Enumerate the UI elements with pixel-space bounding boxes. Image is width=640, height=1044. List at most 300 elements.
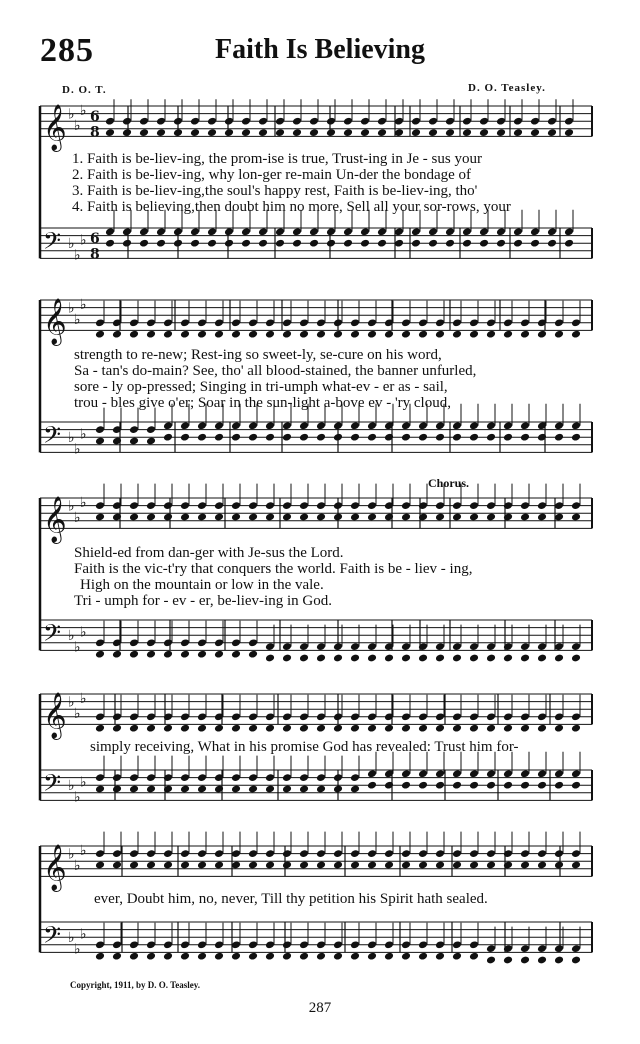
note-head bbox=[401, 654, 411, 663]
note-head bbox=[401, 781, 411, 790]
bass-clef-icon: 𝄢 bbox=[43, 920, 62, 954]
flat-icon: ♭ bbox=[74, 706, 81, 722]
note-head bbox=[129, 330, 139, 339]
note-head bbox=[316, 952, 326, 961]
note-head bbox=[384, 724, 394, 733]
note-head bbox=[571, 781, 581, 790]
note-head bbox=[496, 239, 506, 248]
lyric-line: Tri - umph for - ev - er, be-liev-ing in God. bbox=[74, 593, 332, 609]
note-head bbox=[418, 781, 428, 790]
note-head bbox=[333, 513, 343, 522]
flat-icon: ♭ bbox=[80, 426, 87, 443]
bass-clef-icon: 𝄢 bbox=[43, 420, 62, 454]
note-head bbox=[571, 654, 581, 663]
note-head bbox=[163, 433, 173, 442]
note-head bbox=[146, 513, 156, 522]
note-head bbox=[452, 330, 462, 339]
note-head bbox=[207, 239, 217, 248]
note-head bbox=[452, 952, 462, 961]
note-head bbox=[469, 513, 479, 522]
note-head bbox=[537, 513, 547, 522]
note-head bbox=[333, 724, 343, 733]
note-head bbox=[486, 861, 496, 870]
note-head bbox=[190, 128, 200, 137]
note-head bbox=[316, 654, 326, 663]
note-head bbox=[554, 781, 564, 790]
note-head bbox=[190, 239, 200, 248]
lyric-line: sore - ly op-pressed; Singing in tri-umph what-ev - er as - sail, bbox=[74, 379, 448, 395]
lyric-line: strength to re-new; Rest-ing so sweet-ly, se-cure on his word, bbox=[74, 347, 442, 363]
lyric-line: 3. Faith is be-liev-ing,the soul's happy rest, Faith is be-liev-ing, tho' bbox=[72, 183, 478, 199]
note-head bbox=[469, 861, 479, 870]
note-head bbox=[163, 724, 173, 733]
note-head bbox=[571, 513, 581, 522]
flat-icon: ♭ bbox=[68, 236, 75, 253]
note-head bbox=[554, 956, 564, 965]
note-head bbox=[258, 128, 268, 137]
note-head bbox=[197, 433, 207, 442]
note-head bbox=[350, 330, 360, 339]
note-head bbox=[282, 433, 292, 442]
note-head bbox=[435, 433, 445, 442]
note-head bbox=[248, 785, 258, 794]
note-head bbox=[248, 861, 258, 870]
music-credit: D. O. Teasley. bbox=[468, 82, 546, 94]
note-head bbox=[95, 513, 105, 522]
lyric-line: simply receiving, What in his promise God has revealed: Trust him for- bbox=[90, 739, 519, 755]
note-head bbox=[248, 952, 258, 961]
note-head bbox=[503, 654, 513, 663]
note-head bbox=[469, 781, 479, 790]
note-head bbox=[197, 650, 207, 659]
note-head bbox=[265, 330, 275, 339]
note-head bbox=[367, 861, 377, 870]
note-head bbox=[350, 861, 360, 870]
note-head bbox=[248, 330, 258, 339]
note-head bbox=[299, 785, 309, 794]
note-head bbox=[571, 861, 581, 870]
note-head bbox=[367, 781, 377, 790]
note-head bbox=[163, 330, 173, 339]
note-head bbox=[95, 785, 105, 794]
note-head bbox=[537, 330, 547, 339]
treble-clef-icon: 𝄞 bbox=[43, 298, 67, 345]
note-head bbox=[197, 952, 207, 961]
note-head bbox=[299, 724, 309, 733]
note-head bbox=[275, 128, 285, 137]
note-head bbox=[231, 724, 241, 733]
note-head bbox=[350, 513, 360, 522]
flat-icon: ♭ bbox=[80, 232, 87, 249]
note-head bbox=[146, 724, 156, 733]
hymn-title: Faith Is Believing bbox=[214, 34, 425, 65]
note-head bbox=[333, 654, 343, 663]
flat-icon: ♭ bbox=[80, 926, 87, 943]
note-head bbox=[496, 128, 506, 137]
note-head bbox=[486, 513, 496, 522]
note-head bbox=[435, 513, 445, 522]
note-head bbox=[265, 513, 275, 522]
note-head bbox=[435, 724, 445, 733]
note-head bbox=[214, 952, 224, 961]
flat-icon: ♭ bbox=[80, 774, 87, 791]
note-head bbox=[333, 952, 343, 961]
lyric-line: 4. Faith is believing,then doubt him no more, Sell all your sor-rows, your bbox=[72, 199, 511, 215]
note-head bbox=[530, 128, 540, 137]
note-head bbox=[333, 861, 343, 870]
note-head bbox=[554, 433, 564, 442]
note-head bbox=[112, 650, 122, 659]
note-head bbox=[571, 724, 581, 733]
note-head bbox=[112, 861, 122, 870]
note-head bbox=[503, 956, 513, 965]
note-head bbox=[520, 433, 530, 442]
flat-icon: ♭ bbox=[68, 300, 75, 317]
note-head bbox=[214, 513, 224, 522]
flat-icon: ♭ bbox=[74, 789, 81, 806]
note-head bbox=[554, 724, 564, 733]
flat-icon: ♭ bbox=[68, 846, 75, 863]
note-head bbox=[530, 239, 540, 248]
note-head bbox=[282, 724, 292, 733]
note-head bbox=[571, 330, 581, 339]
note-head bbox=[479, 239, 489, 248]
note-head bbox=[231, 952, 241, 961]
note-head bbox=[197, 513, 207, 522]
note-head bbox=[241, 128, 251, 137]
note-head bbox=[452, 781, 462, 790]
note-head bbox=[197, 330, 207, 339]
note-head bbox=[180, 952, 190, 961]
note-head bbox=[180, 433, 190, 442]
note-head bbox=[350, 724, 360, 733]
note-head bbox=[479, 128, 489, 137]
time-signature-top: 6 bbox=[90, 109, 100, 126]
note-head bbox=[564, 128, 574, 137]
note-head bbox=[401, 330, 411, 339]
note-head bbox=[377, 128, 387, 137]
note-head bbox=[486, 330, 496, 339]
note-head bbox=[248, 650, 258, 659]
note-head bbox=[129, 861, 139, 870]
note-head bbox=[411, 128, 421, 137]
flat-icon: ♭ bbox=[80, 296, 87, 313]
note-head bbox=[452, 433, 462, 442]
flat-icon: ♭ bbox=[80, 624, 87, 641]
note-head bbox=[173, 239, 183, 248]
note-head bbox=[95, 437, 105, 446]
note-head bbox=[350, 433, 360, 442]
note-head bbox=[520, 781, 530, 790]
flat-icon: ♭ bbox=[80, 102, 87, 119]
flat-icon: ♭ bbox=[68, 694, 75, 711]
note-head bbox=[129, 650, 139, 659]
note-head bbox=[299, 513, 309, 522]
copyright-notice: Copyright, 1911, by D. O. Teasley. bbox=[70, 980, 201, 990]
note-head bbox=[156, 239, 166, 248]
note-head bbox=[418, 724, 428, 733]
flat-icon: ♭ bbox=[74, 639, 81, 656]
note-head bbox=[564, 239, 574, 248]
note-head bbox=[418, 952, 428, 961]
lyric-line: Shield-ed from dan-ger with Je-sus the Lord. bbox=[74, 545, 344, 561]
note-head bbox=[299, 330, 309, 339]
flat-icon: ♭ bbox=[74, 941, 81, 958]
note-head bbox=[333, 785, 343, 794]
note-head bbox=[401, 861, 411, 870]
note-head bbox=[231, 330, 241, 339]
flat-icon: ♭ bbox=[80, 494, 87, 511]
note-head bbox=[418, 861, 428, 870]
note-head bbox=[265, 785, 275, 794]
note-head bbox=[146, 437, 156, 446]
note-head bbox=[309, 239, 319, 248]
note-head bbox=[231, 650, 241, 659]
note-head bbox=[418, 654, 428, 663]
note-head bbox=[503, 724, 513, 733]
note-head bbox=[547, 239, 557, 248]
lyric-line: 2. Faith is be-liev-ing, why lon-ger re-main Un-der the bondage of bbox=[72, 167, 472, 183]
note-head bbox=[513, 239, 523, 248]
note-head bbox=[469, 330, 479, 339]
note-head bbox=[224, 239, 234, 248]
note-head bbox=[95, 952, 105, 961]
note-head bbox=[486, 433, 496, 442]
note-head bbox=[180, 330, 190, 339]
note-head bbox=[299, 654, 309, 663]
note-head bbox=[156, 128, 166, 137]
note-head bbox=[105, 128, 115, 137]
note-head bbox=[265, 861, 275, 870]
flat-icon: ♭ bbox=[68, 430, 75, 447]
flat-icon: ♭ bbox=[80, 690, 87, 707]
note-head bbox=[231, 785, 241, 794]
note-head bbox=[367, 433, 377, 442]
note-head bbox=[520, 861, 530, 870]
note-head bbox=[401, 952, 411, 961]
note-head bbox=[214, 330, 224, 339]
note-head bbox=[309, 128, 319, 137]
lyric-line: Sa - tan's do-main? See, tho' all blood-stained, the banner unfurled, bbox=[74, 363, 477, 379]
note-head bbox=[282, 861, 292, 870]
note-head bbox=[231, 433, 241, 442]
note-head bbox=[503, 781, 513, 790]
note-head bbox=[146, 952, 156, 961]
note-head bbox=[207, 128, 217, 137]
note-head bbox=[537, 861, 547, 870]
note-head bbox=[520, 330, 530, 339]
note-head bbox=[537, 724, 547, 733]
note-head bbox=[486, 781, 496, 790]
note-head bbox=[112, 330, 122, 339]
note-head bbox=[248, 513, 258, 522]
note-head bbox=[469, 724, 479, 733]
hymn-number: 285 bbox=[40, 32, 94, 69]
words-credit: D. O. T. bbox=[62, 84, 107, 96]
note-head bbox=[248, 724, 258, 733]
note-head bbox=[265, 724, 275, 733]
note-head bbox=[163, 513, 173, 522]
flat-icon: ♭ bbox=[80, 842, 87, 859]
note-head bbox=[452, 513, 462, 522]
note-head bbox=[343, 239, 353, 248]
note-head bbox=[462, 239, 472, 248]
note-head bbox=[299, 433, 309, 442]
note-head bbox=[282, 952, 292, 961]
note-head bbox=[95, 724, 105, 733]
note-head bbox=[292, 128, 302, 137]
note-head bbox=[139, 128, 149, 137]
note-head bbox=[537, 781, 547, 790]
note-head bbox=[316, 513, 326, 522]
note-head bbox=[180, 861, 190, 870]
note-head bbox=[435, 781, 445, 790]
note-head bbox=[520, 654, 530, 663]
note-head bbox=[146, 330, 156, 339]
note-head bbox=[401, 724, 411, 733]
note-head bbox=[316, 330, 326, 339]
note-head bbox=[299, 861, 309, 870]
note-head bbox=[292, 239, 302, 248]
note-head bbox=[105, 239, 115, 248]
note-head bbox=[214, 433, 224, 442]
note-head bbox=[316, 861, 326, 870]
bass-clef-icon: 𝄢 bbox=[43, 768, 62, 802]
note-head bbox=[173, 128, 183, 137]
flat-icon: ♭ bbox=[68, 498, 75, 515]
note-head bbox=[367, 654, 377, 663]
note-head bbox=[163, 650, 173, 659]
note-head bbox=[129, 785, 139, 794]
note-head bbox=[214, 650, 224, 659]
note-head bbox=[129, 513, 139, 522]
note-head bbox=[435, 861, 445, 870]
note-head bbox=[180, 724, 190, 733]
chorus-label: Chorus. bbox=[428, 476, 470, 490]
note-head bbox=[428, 128, 438, 137]
note-head bbox=[316, 785, 326, 794]
time-signature-top: 6 bbox=[90, 231, 100, 248]
note-head bbox=[401, 433, 411, 442]
note-head bbox=[350, 785, 360, 794]
note-head bbox=[537, 654, 547, 663]
note-head bbox=[350, 654, 360, 663]
note-head bbox=[275, 239, 285, 248]
note-head bbox=[503, 330, 513, 339]
flat-icon: ♭ bbox=[74, 441, 81, 458]
note-head bbox=[180, 785, 190, 794]
note-head bbox=[435, 654, 445, 663]
note-head bbox=[350, 952, 360, 961]
note-head bbox=[180, 650, 190, 659]
note-head bbox=[214, 861, 224, 870]
note-head bbox=[520, 956, 530, 965]
treble-clef-icon: 𝄞 bbox=[43, 844, 67, 891]
note-head bbox=[197, 724, 207, 733]
note-head bbox=[360, 128, 370, 137]
note-head bbox=[401, 513, 411, 522]
note-head bbox=[554, 654, 564, 663]
note-head bbox=[180, 513, 190, 522]
note-head bbox=[435, 330, 445, 339]
note-head bbox=[435, 952, 445, 961]
lyric-line: trou - bles give o'er; Soar in the sun-light a-bove ev - 'ry cloud, bbox=[74, 395, 451, 411]
note-head bbox=[265, 952, 275, 961]
note-head bbox=[316, 433, 326, 442]
note-head bbox=[197, 785, 207, 794]
note-head bbox=[384, 654, 394, 663]
note-head bbox=[112, 952, 122, 961]
note-head bbox=[486, 956, 496, 965]
note-head bbox=[95, 650, 105, 659]
lyric-line: 1. Faith is be-liev-ing, the prom-ise is true, Trust-ing in Je - sus your bbox=[72, 151, 482, 167]
note-head bbox=[231, 513, 241, 522]
note-head bbox=[343, 128, 353, 137]
note-head bbox=[367, 513, 377, 522]
note-head bbox=[360, 239, 370, 248]
note-head bbox=[122, 128, 132, 137]
flat-icon: ♭ bbox=[68, 930, 75, 947]
note-head bbox=[384, 861, 394, 870]
note-head bbox=[326, 239, 336, 248]
lyric-line: ever, Doubt him, no, never, Till thy petition his Spirit hath sealed. bbox=[94, 891, 488, 907]
flat-icon: ♭ bbox=[74, 118, 81, 134]
flat-icon: ♭ bbox=[74, 247, 81, 264]
note-head bbox=[486, 724, 496, 733]
note-head bbox=[367, 724, 377, 733]
bass-clef-icon: 𝄢 bbox=[43, 226, 62, 260]
note-head bbox=[214, 724, 224, 733]
note-head bbox=[122, 239, 132, 248]
note-head bbox=[112, 785, 122, 794]
note-head bbox=[520, 513, 530, 522]
note-head bbox=[265, 433, 275, 442]
treble-clef-icon: 𝄞 bbox=[43, 496, 67, 543]
note-head bbox=[452, 724, 462, 733]
note-head bbox=[554, 861, 564, 870]
page-number: 287 bbox=[308, 1000, 332, 1016]
note-head bbox=[418, 330, 428, 339]
note-head bbox=[367, 330, 377, 339]
note-head bbox=[316, 724, 326, 733]
time-signature-bottom: 8 bbox=[90, 246, 100, 263]
note-head bbox=[571, 433, 581, 442]
note-head bbox=[554, 330, 564, 339]
note-head bbox=[428, 239, 438, 248]
flat-icon: ♭ bbox=[68, 778, 75, 795]
note-head bbox=[282, 654, 292, 663]
note-head bbox=[469, 654, 479, 663]
note-head bbox=[520, 724, 530, 733]
note-head bbox=[146, 861, 156, 870]
lyric-line: High on the mountain or low in the vale. bbox=[80, 577, 324, 593]
flat-icon: ♭ bbox=[74, 510, 81, 526]
note-head bbox=[248, 433, 258, 442]
note-head bbox=[129, 437, 139, 446]
note-head bbox=[282, 330, 292, 339]
note-head bbox=[146, 785, 156, 794]
bass-clef-icon: 𝄢 bbox=[43, 618, 62, 652]
note-head bbox=[258, 239, 268, 248]
treble-clef-icon: 𝄞 bbox=[43, 104, 67, 151]
note-head bbox=[95, 330, 105, 339]
note-head bbox=[163, 952, 173, 961]
note-head bbox=[547, 128, 557, 137]
note-head bbox=[282, 513, 292, 522]
lyric-line: Faith is the vic-t'ry that conquers the world. Faith is be - liev - ing, bbox=[74, 561, 473, 577]
note-head bbox=[333, 433, 343, 442]
note-head bbox=[537, 956, 547, 965]
